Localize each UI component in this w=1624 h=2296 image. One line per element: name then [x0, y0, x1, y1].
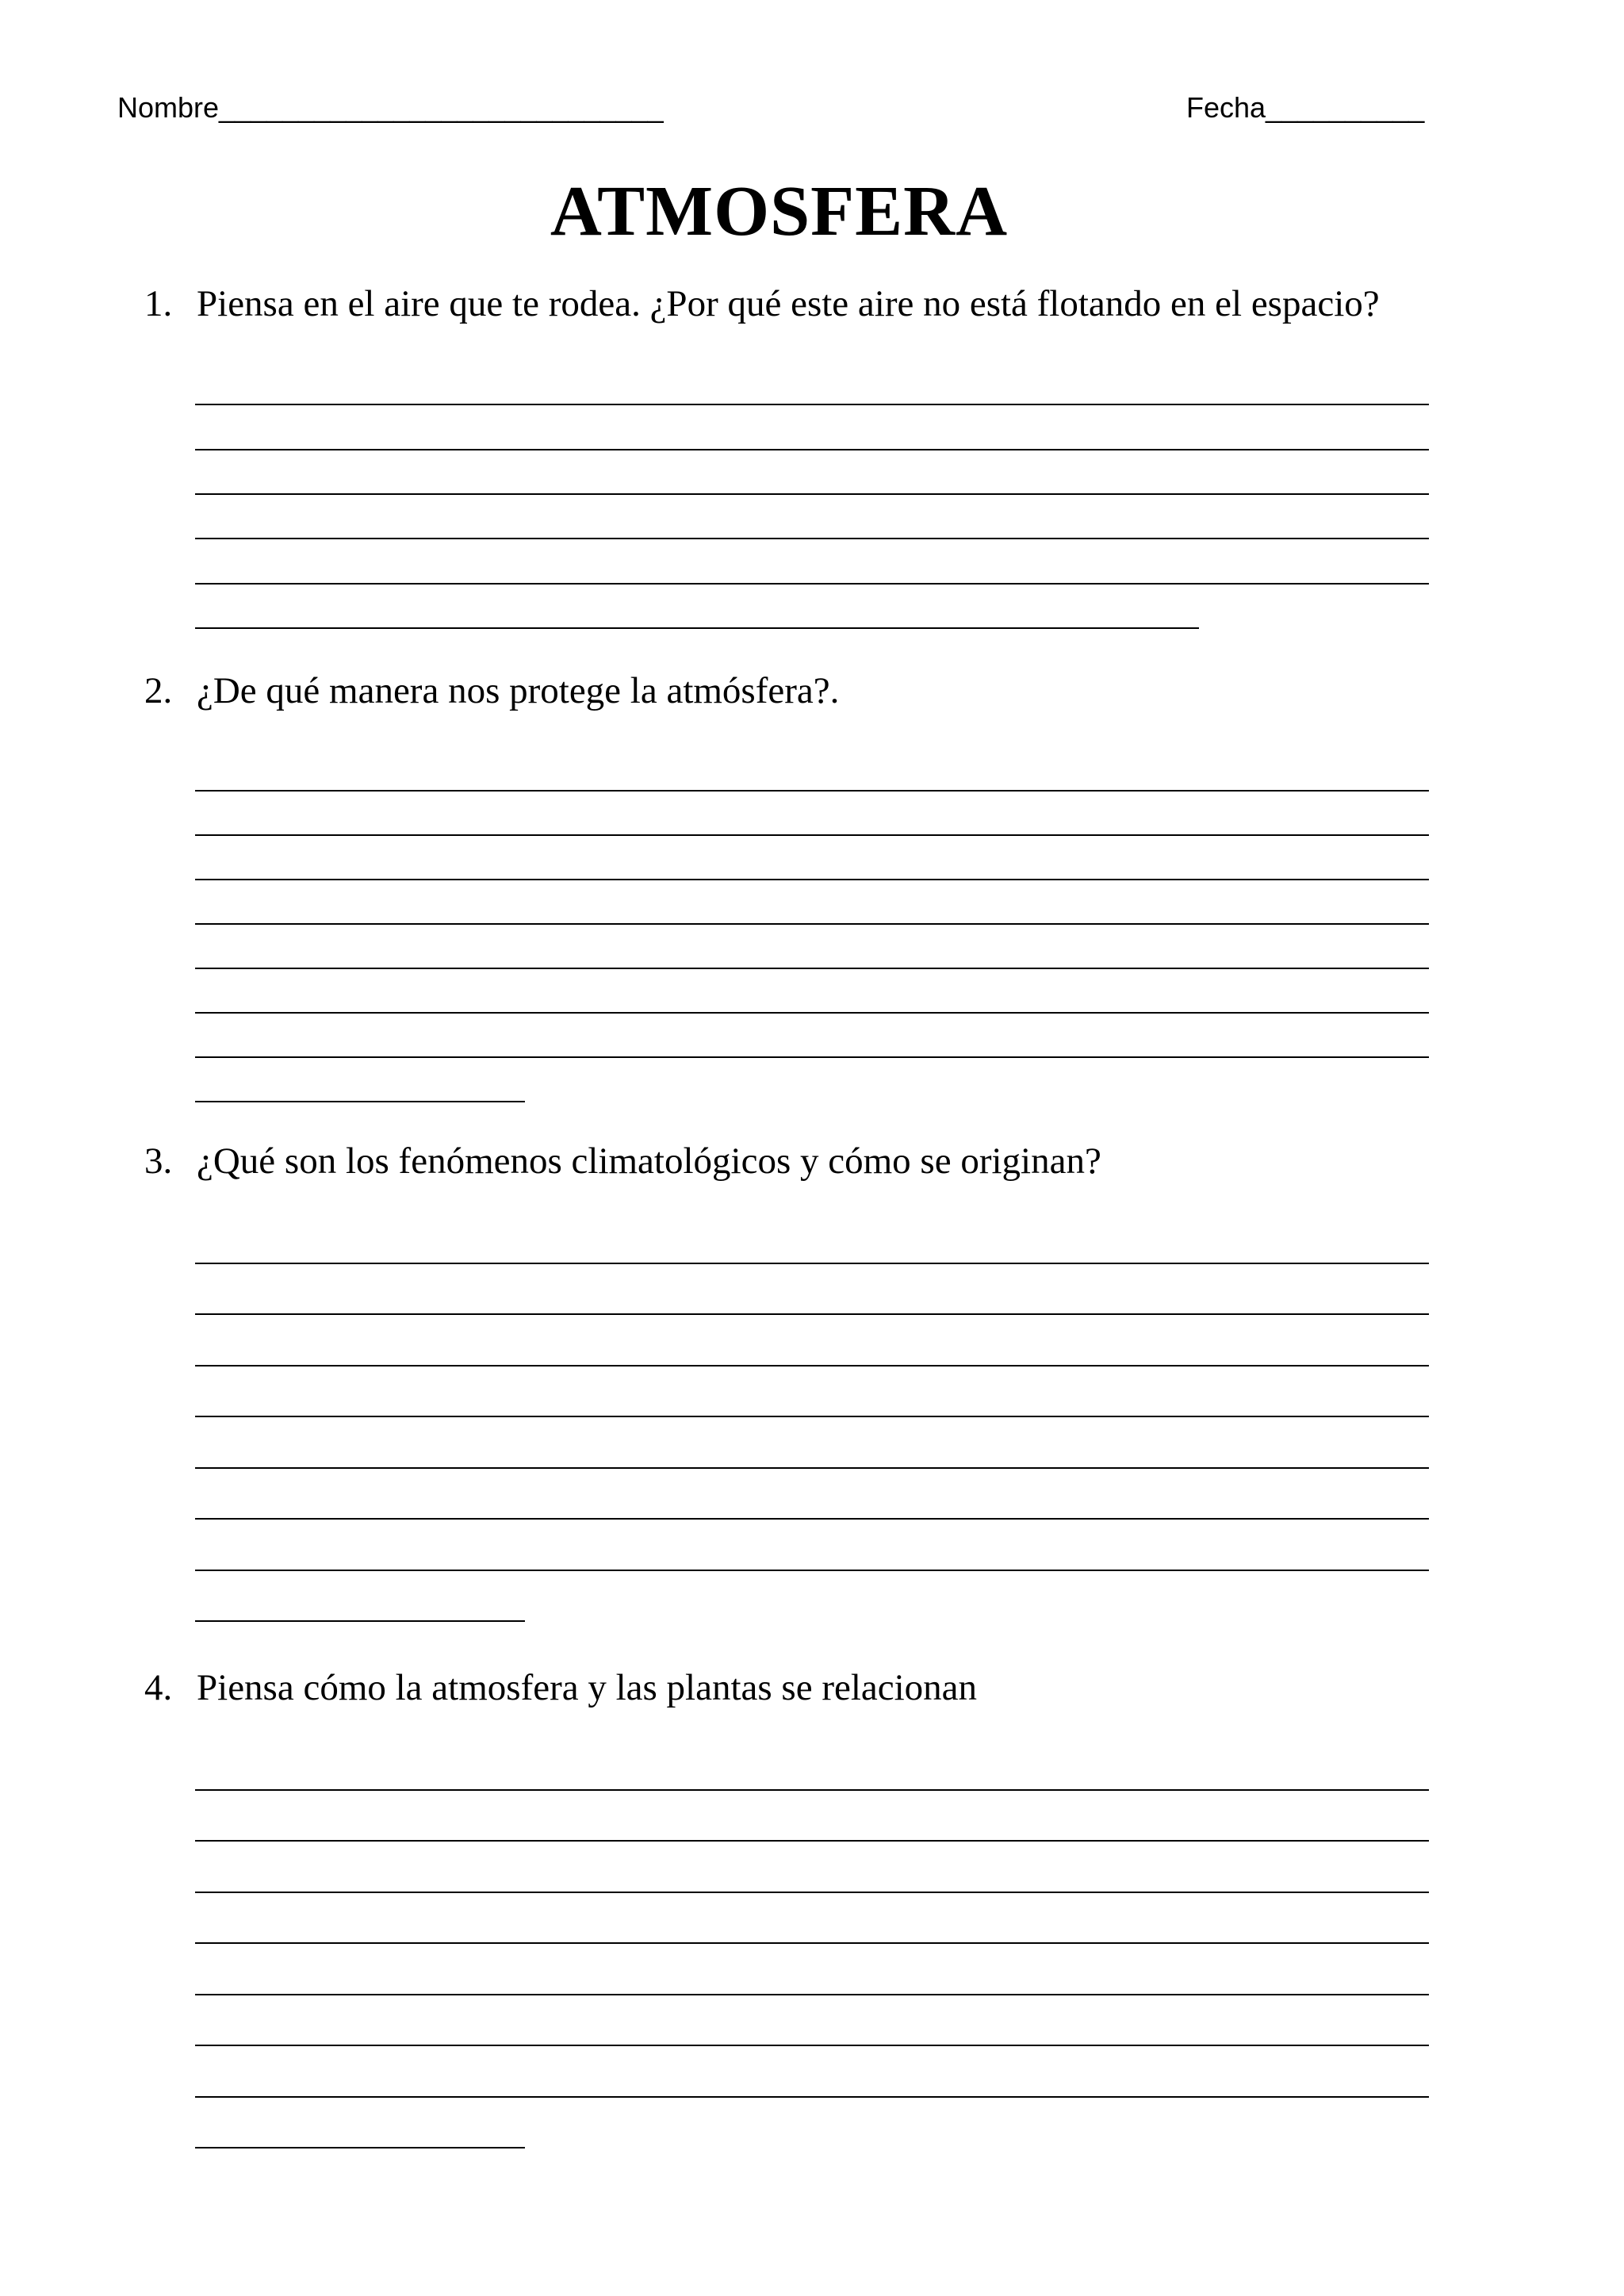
answer-line[interactable] — [195, 449, 1429, 450]
answer-line[interactable] — [195, 404, 1429, 405]
answer-line[interactable] — [195, 1056, 1429, 1058]
question-4 — [144, 1669, 977, 1707]
answer-line[interactable] — [195, 1840, 1429, 1842]
answer-line[interactable] — [195, 1789, 1429, 1791]
answer-line[interactable] — [195, 879, 1429, 880]
question-text: ¿De qué manera nos protege la atmósfera?. — [197, 670, 840, 711]
answer-line[interactable] — [195, 1313, 1429, 1315]
page-title: ATMOSFERA — [550, 172, 1009, 251]
answer-line[interactable] — [195, 968, 1429, 969]
answer-line[interactable] — [195, 583, 1429, 585]
question-2 — [144, 670, 840, 711]
answer-line[interactable] — [195, 2147, 525, 2148]
question-3 — [144, 1140, 1101, 1182]
answer-line[interactable] — [195, 2096, 1429, 2098]
answer-line[interactable] — [195, 1570, 1429, 1571]
name-field-label: Nombre____________________________ — [117, 91, 664, 124]
answer-line[interactable] — [195, 1467, 1429, 1469]
question-number: 4. — [144, 1667, 173, 1708]
answer-line[interactable] — [195, 627, 1199, 629]
answer-line[interactable] — [195, 1012, 1429, 1014]
answer-line[interactable] — [195, 1994, 1429, 1995]
question-text: ¿Qué son los fenómenos climatológicos y cómo se originan? — [197, 1140, 1101, 1182]
question-1 — [144, 283, 1380, 324]
answer-line[interactable] — [195, 834, 1429, 836]
question-text: Piensa en el aire que te rodea. ¿Por qué este aire no está flotando en el espacio? — [197, 283, 1380, 324]
date-field-label: Fecha__________ — [1186, 91, 1425, 124]
answer-line[interactable] — [195, 790, 1429, 792]
answer-line[interactable] — [195, 1942, 1429, 1944]
answer-line[interactable] — [195, 2045, 1429, 2046]
answer-line[interactable] — [195, 493, 1429, 495]
answer-line[interactable] — [195, 1416, 1429, 1417]
answer-line[interactable] — [195, 1620, 525, 1622]
answer-line[interactable] — [195, 1892, 1429, 1893]
answer-line[interactable] — [195, 1365, 1429, 1366]
answer-line[interactable] — [195, 1518, 1429, 1520]
question-text: Piensa cómo la atmosfera y las plantas se relacionan — [197, 1667, 978, 1708]
question-number: 3. — [144, 1140, 173, 1182]
answer-line[interactable] — [195, 923, 1429, 925]
answer-line[interactable] — [195, 538, 1429, 539]
answer-line[interactable] — [195, 1263, 1429, 1264]
question-number: 1. — [144, 283, 173, 324]
answer-line[interactable] — [195, 1101, 525, 1102]
question-number: 2. — [144, 670, 173, 711]
